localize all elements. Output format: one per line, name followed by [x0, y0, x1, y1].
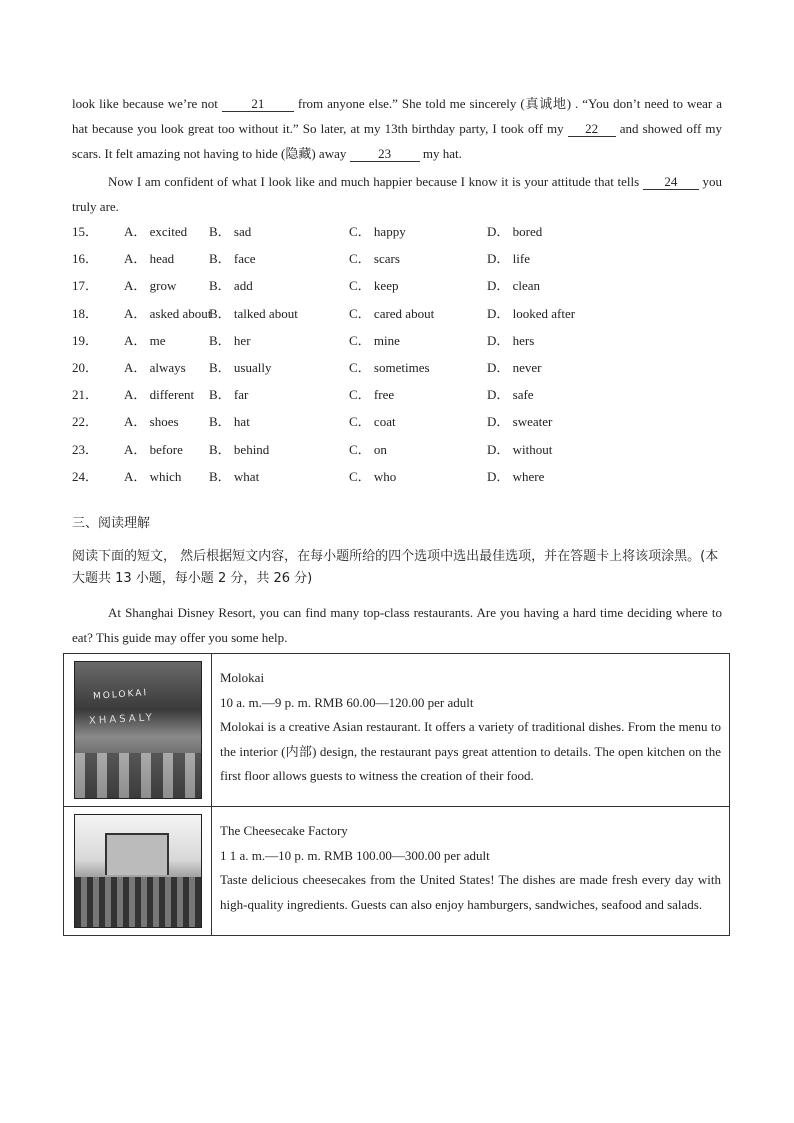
- restaurant-name: The Cheesecake Factory: [220, 823, 348, 838]
- option-row: 19． A． me B． her C． mine D． hers: [72, 332, 535, 348]
- restaurant-hours: 10 a. m.—9 p. m. RMB 60.00—120.00 per adult: [220, 694, 474, 710]
- section-instructions: 阅读下面的短文， 然后根据短文内容，在每小题所给的四个选项中选出最佳选项，并在答题卡上将该项涂黑。(本大题共 13 小题，每小题 2 分，共 26 分): [72, 549, 719, 586]
- option-row: 23． A． before B． behind C． on D． without: [72, 441, 553, 457]
- restaurant-table: [63, 653, 730, 936]
- options-list: [72, 219, 732, 491]
- restaurant-hours: 1 1 a. m.—10 p. m. RMB 100.00—300.00 per adult: [220, 847, 490, 863]
- restaurant-photo-cell: [64, 807, 212, 935]
- restaurant-row: [64, 807, 729, 935]
- option-row: 17． A． grow B． add C． keep D． clean: [72, 278, 541, 294]
- restaurant-photo-cell: [64, 654, 212, 806]
- restaurant-name: Molokai: [220, 670, 265, 685]
- restaurant-info: [212, 807, 729, 935]
- option-row: 22． A． shoes B． hat C． coat D． sweater: [72, 414, 553, 430]
- passage-paragraph-1: look like because we’re not 21 from anyone else.” She told me sincerely (真诚地) . “You don’t need to wear a hat because you look great too without it.” So later, at my 13th birthday party, I took off my 22 and showed off my scars. It felt amazing not having to hide (隐藏) away 23 my hat.: [72, 96, 722, 161]
- blank-24: 24: [643, 175, 699, 190]
- option-row: 24． A． which B． what C． who D． where: [72, 468, 545, 484]
- cheesecake-factory-photo: [74, 814, 202, 928]
- option-row: 21． A． different B． far C． free D． safe: [72, 387, 534, 403]
- molokai-photo: MOLOKAI XHASALY: [74, 661, 202, 799]
- reading-intro: At Shanghai Disney Resort, you can find many top-class restaurants. Are you having a hard time deciding where to eat? This guide may offer you some help.: [72, 605, 722, 645]
- restaurant-row: [64, 654, 729, 807]
- blank-22: 22: [568, 122, 616, 137]
- option-row: 15． A． excited B． sad C． happy D． bored: [72, 224, 543, 239]
- blank-21: 21: [222, 97, 294, 112]
- option-row: 20． A． always B． usually C． sometimes D． never: [72, 359, 542, 375]
- blank-23: 23: [350, 147, 420, 162]
- option-row: 16． A． head B． face C． scars D． life: [72, 251, 530, 267]
- option-row: 18． A． asked about B． talked about C． cared about D． looked after: [72, 305, 576, 321]
- section-title: 三、阅读理解: [72, 516, 151, 531]
- restaurant-description: Taste delicious cheesecakes from the United States! The dishes are made fresh every day with high-quality ingredients. Guests can also enjoy hamburgers, sandwiches, seafood and salads.: [220, 872, 721, 912]
- restaurant-info: [212, 654, 729, 806]
- restaurant-description: Molokai is a creative Asian restaurant. It offers a variety of traditional dishes. From the menu to the interior (内部) design, the restaurant pays great attention to details. The open kitchen on the first floor allows guests to witness the creation of their food.: [220, 719, 721, 783]
- passage-paragraph-2: Now I am confident of what I look like and much happier because I know it is your attitude that tells 24 you truly are.: [72, 174, 722, 214]
